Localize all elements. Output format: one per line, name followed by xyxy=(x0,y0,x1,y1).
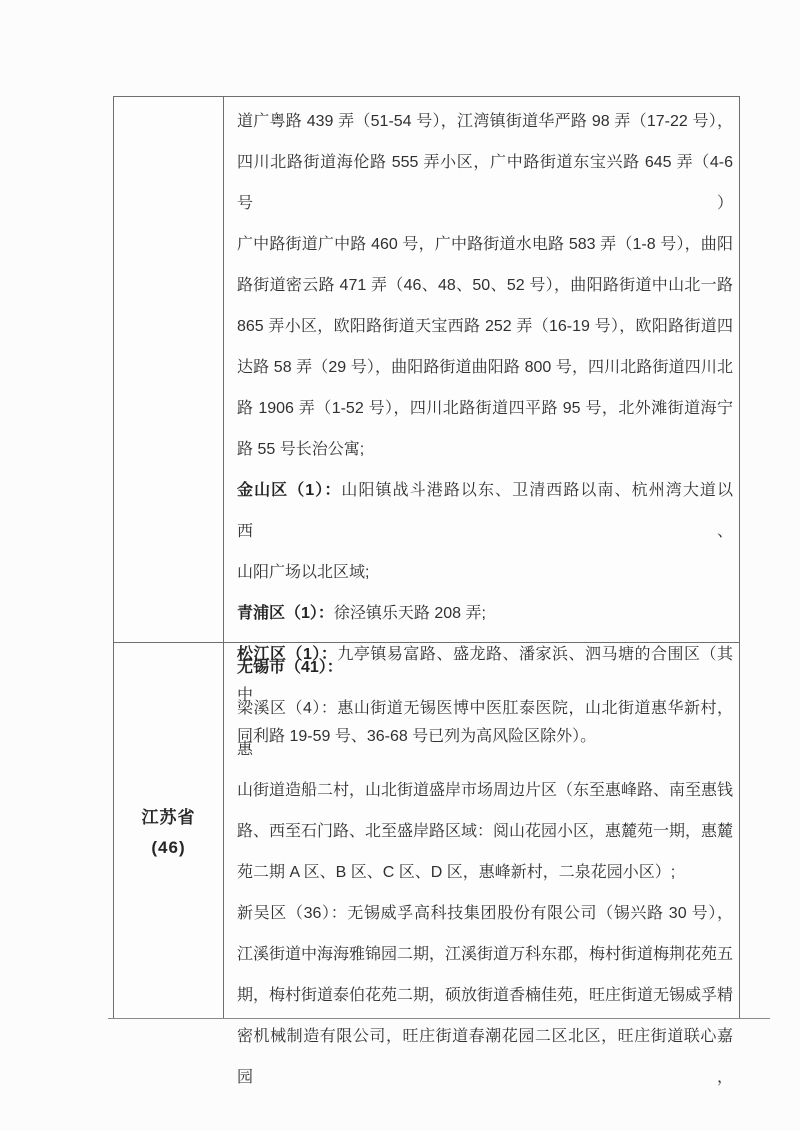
text-line xyxy=(237,852,733,893)
text-line xyxy=(237,688,733,770)
risk-area-table xyxy=(113,96,740,1086)
content-cell xyxy=(224,643,739,1086)
text-line xyxy=(237,224,733,265)
text-line xyxy=(237,593,733,634)
text-line xyxy=(237,101,733,142)
address-text: 期，梅村街道泰伯花苑二期，硕放街道香楠佳苑，旺庄街道无锡威孚精 xyxy=(237,987,734,1004)
text-line xyxy=(237,306,733,347)
address-text: 江溪街道中海海雅锦园二期，江溪街道万科东郡，梅村街道梅荆花苑五 xyxy=(237,946,734,963)
address-text: 达路 58 弄（29 号），曲阳路街道曲阳路 800 号，四川北路街道四川北 xyxy=(237,359,733,376)
text-line xyxy=(237,142,733,224)
province-name: 江苏省 xyxy=(141,808,196,827)
text-line xyxy=(237,770,733,811)
address-text: 同利路 19-59 号、36-68 号已列为高风险区除外）。 xyxy=(237,728,597,745)
address-text: 865 弄小区，欧阳路街道天宝西路 252 弄（16-19 号），欧阳路街道四 xyxy=(237,318,733,335)
address-text: 新吴区（36）：无锡威孚高科技集团股份有限公司（锡兴路 30 号）， xyxy=(237,905,733,922)
address-text: 路 55 号长治公寓; xyxy=(237,441,365,458)
text-line xyxy=(237,934,733,975)
text-line xyxy=(237,470,733,552)
text-line xyxy=(237,975,733,1016)
address-text: 徐泾镇乐天路 208 弄; xyxy=(333,605,486,622)
table-row xyxy=(114,643,739,1086)
text-line xyxy=(237,647,733,688)
text-line xyxy=(237,429,733,470)
district-heading: 青浦区（1）： xyxy=(237,605,334,622)
district-heading: 金山区（1）： xyxy=(237,482,342,499)
address-text: 广中路街道广中路 460 号，广中路街道水电路 583 弄（1-8 号），曲阳 xyxy=(237,236,733,253)
address-text: 四川北路街道海伦路 555 弄小区，广中路街道东宝兴路 645 弄（4-6 号） xyxy=(237,154,733,212)
address-text: 梁溪区（4）：惠山街道无锡医博中医肛泰医院，山北街道惠华新村，惠 xyxy=(237,700,733,758)
text-line xyxy=(237,811,733,852)
province-cell xyxy=(114,97,224,642)
text-line xyxy=(237,265,733,306)
address-text: 密机械制造有限公司，旺庄街道春潮花园二区北区，旺庄街道联心嘉园， xyxy=(237,1028,733,1086)
address-text: 道广粤路 439 弄（51-54 号），江湾镇街道华严路 98 弄（17-22 号）， xyxy=(237,113,733,130)
address-text: 山阳广场以北区域; xyxy=(237,564,370,581)
district-heading: 无锡市（41）： xyxy=(237,659,343,676)
address-text: 九亭镇易富路、盛龙路、潘家浜、泗马塘的合围区（其中 xyxy=(237,646,733,704)
text-line xyxy=(237,388,733,429)
address-text: 山阳镇战斗港路以东、卫清西路以南、杭州湾大道以西、 xyxy=(237,482,733,540)
address-text: 路街道密云路 471 弄（46、48、50、52 号），曲阳路街道中山北一路 xyxy=(237,277,733,294)
district-heading: 松江区（1）： xyxy=(237,646,338,663)
text-line xyxy=(237,1016,733,1098)
text-line xyxy=(237,552,733,593)
province-cell xyxy=(114,643,224,1018)
address-text: 苑二期 A 区、B 区、C 区、D 区，惠峰新村，二泉花园小区）; xyxy=(237,864,676,881)
text-line xyxy=(237,893,733,934)
text-line xyxy=(237,347,733,388)
address-text: 路 1906 弄（1-52 号），四川北路街道四平路 95 号，北外滩街道海宁 xyxy=(237,400,733,417)
province-count: (46) xyxy=(151,838,186,857)
address-text: 山街道造船二村，山北街道盛岸市场周边片区（东至惠峰路、南至惠钱 xyxy=(237,782,734,799)
address-text: 路、西至石门路、北至盛岸路区域：阅山花园小区，惠麓苑一期，惠麓 xyxy=(237,823,734,840)
page-break-rule xyxy=(108,1018,770,1019)
